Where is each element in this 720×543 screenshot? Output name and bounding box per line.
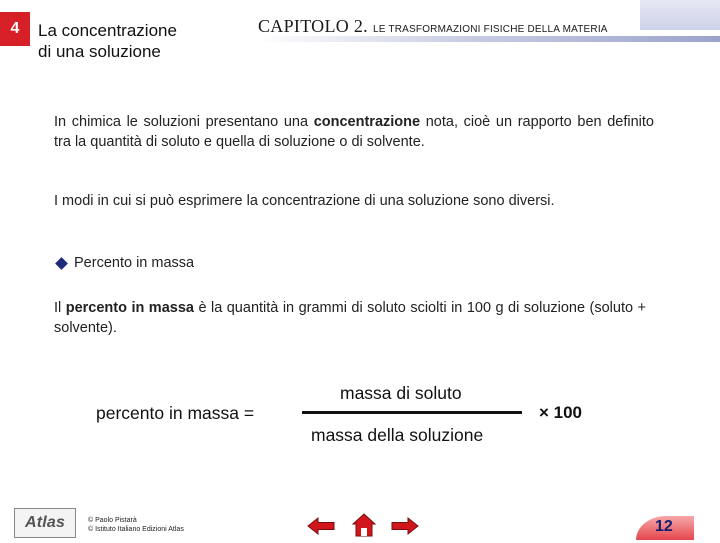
definition-paragraph: [54, 298, 646, 338]
next-button[interactable]: [390, 516, 420, 541]
concentrazione-term: concentrazione: [313, 114, 421, 130]
section-title-line2: di una soluzione: [38, 42, 161, 61]
header-rule: [258, 36, 720, 42]
formula-multiplier: × 100: [539, 403, 583, 422]
prev-button[interactable]: [306, 516, 336, 541]
page-number: 12: [655, 518, 673, 535]
formula-numerator: massa di soluto: [340, 383, 462, 403]
home-button[interactable]: [351, 512, 377, 543]
definition-text-2: è la quantità in grammi di soluto sciolti in 100 g di soluzione (soluto + solvente).: [54, 300, 647, 336]
chapter-label: CAPITOLO 2.: [258, 16, 368, 36]
credit-line2: © Istituto Italiano Edizioni Atlas: [88, 526, 184, 533]
definition-text-1: Il: [54, 300, 66, 316]
modes-paragraph: I modi in cui si può esprimere la concentrazione di una soluzione sono diversi.: [54, 193, 555, 209]
atlas-logo: [14, 508, 76, 538]
intro-text-1: In chimica le soluzioni presentano una: [54, 114, 314, 130]
fraction-bar: [302, 411, 522, 414]
section-number: 4: [0, 12, 30, 46]
section-title-line1: La concentrazione: [38, 21, 177, 40]
chapter-heading: [258, 16, 608, 37]
credits: [88, 516, 184, 534]
section-title: [38, 20, 177, 62]
bullet-heading: [54, 255, 194, 271]
intro-paragraph: [54, 112, 654, 152]
arrow-right-icon: [390, 516, 420, 536]
atlas-logo-text: Atlas: [24, 514, 66, 531]
header-corner-tab: [640, 0, 720, 30]
formula-left-side: percento in massa =: [96, 403, 255, 423]
formula-denominator: massa della soluzione: [311, 425, 484, 445]
percento-term: percento in massa: [65, 300, 194, 316]
intro-text-2: nota, cioè un rapporto ben definito tra la quantità di soluto e quella di soluzione o di solvente.: [54, 114, 654, 150]
arrow-left-icon: [306, 516, 336, 536]
bullet-heading-text: Percento in massa: [74, 255, 195, 271]
chapter-subtitle: LE TRASFORMAZIONI FISICHE DELLA MATERIA: [372, 24, 608, 35]
home-icon: [351, 512, 377, 538]
diamond-bullet-icon: [55, 257, 68, 270]
credit-line1: © Paolo Pistarà: [88, 517, 137, 524]
